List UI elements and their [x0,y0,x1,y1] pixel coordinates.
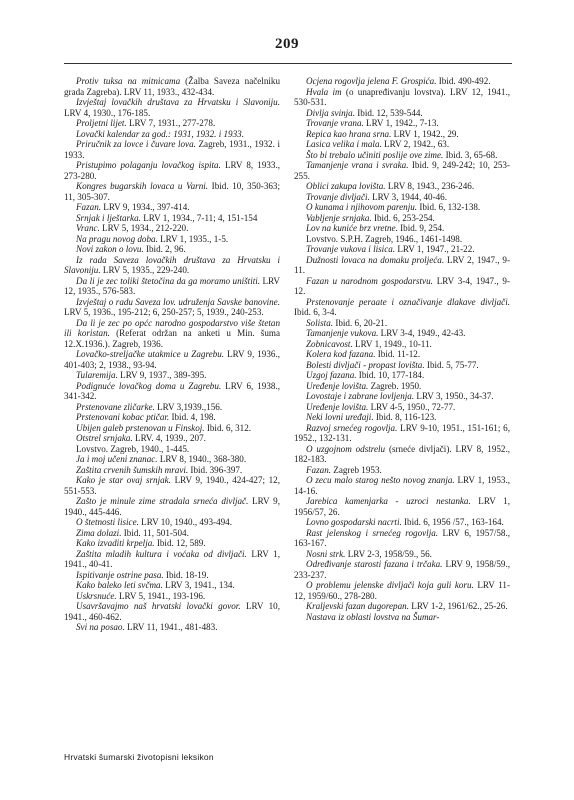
bibliography-entry [64,580,280,591]
bibliography-entry [294,360,510,371]
entry-citation: Ibid. 6, 20-21. [333,317,388,328]
bibliography-entry [294,223,510,234]
bibliography-entry [64,129,280,140]
entry-citation: LRV 4, 1930., 176-185. [64,107,151,118]
entry-citation: (Referat održan na anketi u Min. šuma 12.X.1936.). Zagreb, 1936. [64,328,280,349]
bibliography-entry [294,328,510,339]
entry-title: Priručnik za lovce i čuvare lova. [76,139,196,149]
bibliography-entry [294,87,510,108]
entry-title: Nosni strk. [306,548,346,559]
header-rule [64,63,512,64]
entry-citation: LRV 8, 1933., 273-280. [64,160,281,181]
entry-title: Lovostaje i zabrane lovljenja. [306,391,415,401]
bibliography-entry [294,381,510,392]
entry-title: Fazan. [306,464,332,475]
bibliography-entry [64,244,280,255]
bibliography-entry [294,129,510,140]
entry-citation: Lovstvo. Zagreb, 1940., 1-445. [76,443,190,454]
bibliography-entry [64,160,280,181]
entry-title: Srnjak i lještarka. [76,212,141,223]
bibliography-entry [64,528,280,539]
entry-citation: LRV 3,1939.,156. [154,401,223,412]
bibliography-entry [64,402,280,413]
entry-citation: LRV 2, 1947., 9-11. [294,254,510,275]
entry-citation: LRV 1-2, 1961/62., 25-26. [408,601,508,611]
bibliography-entry [64,234,280,245]
entry-title: Lasica velika i mala. [306,139,382,149]
entry-citation: (srneće divljači). LRV 8, 1952., 182-183. [294,443,511,464]
bibliography-entry [64,370,280,381]
entry-citation: LRV 6, 1957/58., 163-167. [294,527,510,548]
entry-citation: LRV 9, 1940., 445-446. [64,496,280,517]
entry-title: O zecu malo starog nešto novog znanja. [306,475,455,485]
bibliography-entry [64,601,280,622]
bibliography-entry [64,444,280,455]
entry-citation: LRV 1, 1956/57, 26. [294,496,510,517]
bibliography-entry [294,255,510,276]
bibliography-entry [294,549,510,560]
bibliography-entry [64,622,280,633]
entry-citation: LRV 9, 1937., 389-395. [117,370,207,380]
entry-citation: Ibid. 9, 254. [397,223,445,233]
entry-title: Razvoj srnećeg rogovlja. [306,422,398,433]
entry-title: Trovanje vukova i lisica. [306,244,396,254]
bibliography-entry [294,402,510,413]
footer-lexicon-title: Hrvatski šumarski životopisni leksikon [64,752,214,762]
bibliography-entry [64,538,280,549]
entry-title: Izvještaj lovačkih društava za Hrvatsku i Slavoniju. [76,97,280,107]
entry-citation: Ibid. 12, 589. [154,538,206,548]
entry-title: Zašto je minule zime stradala srneća divljač. [76,496,249,506]
entry-title: O problemu jelenske divljači koja guli koru. [306,580,474,590]
entry-citation: LRV 3, 1944, 40-46. [369,191,447,202]
entry-citation: LRV 9-10, 1951., 151-161; 6, 1952., 132-131. [294,422,510,443]
entry-title: Zobnicavost. [306,338,353,349]
entry-citation: Zagreb 1953. [331,464,382,475]
bibliography-entry [64,318,280,350]
bibliography-left-column [64,76,280,633]
entry-citation: LRV 1, 1934., 7-11; 4, 151-154 [140,212,258,223]
bibliography-entry [294,276,510,297]
entry-title: Kongres bugarskih lovaca u Varni. [76,181,209,191]
bibliography-right-column [294,76,510,622]
entry-title: Na pragu novog doba. [76,233,158,244]
entry-title: Oblici zakupa lovišta. [306,181,386,191]
entry-title: Fazan u narodnom gospodarstvu. [306,275,433,286]
entry-citation: LRV 4-5, 1950., 72-77. [368,401,456,412]
bibliography-entry [294,108,510,119]
bibliography-entry [64,475,280,496]
entry-citation: Zagreb. 1950. [368,380,422,391]
entry-title: Da li je zec toliki štetočina da ga moramo uništiti. [76,275,261,286]
entry-citation: Lovstvo. S.P.H. Zagreb, 1946., 1461-1498. [306,233,463,244]
bibliography-entry [294,444,510,465]
entry-title: Dužnosti lovaca na domaku proljeća. [306,254,445,265]
entry-citation: Ibid. 6, 3-4. [294,307,337,317]
entry-citation: LRV 5, 1941., 193-196. [116,590,206,601]
bibliography-entry [64,549,280,570]
entry-title: Neki lovni uređaji. [306,412,374,422]
entry-title: Lov na kuniće brz vretne. [306,223,398,233]
bibliography-entry [294,318,510,329]
entry-citation: LRV 1, 1942., 29. [391,128,459,139]
entry-title: Ubijen galeb prstenovan u Finskoj. [76,422,205,433]
entry-citation: LRV 3, 1941., 134. [162,580,235,590]
bibliography-entry [64,433,280,444]
entry-title: Kako izvaditi krpelja. [76,538,155,548]
entry-title: Podignuće lovačkog doma u Zagrebu. [76,380,222,391]
entry-citation: Ibid. 6, 312. [204,422,252,433]
bibliography-entry [64,223,280,234]
entry-title: Trovanje vrana. [306,118,364,128]
entry-citation: LRV 6, 1938., 341-342. [64,380,280,401]
entry-title: Ispitivanje ostrine pasa. [76,569,164,580]
bibliography-entry [294,139,510,150]
entry-citation: Ibid. 5, 75-77. [424,359,479,370]
bibliography-entry [294,580,510,601]
bibliography-entry [64,496,280,517]
bibliography-entry [64,591,280,602]
entry-citation: LRV 9, 1958/59., 233-237. [294,559,510,580]
entry-title: Zima dolazi. [76,527,122,538]
bibliography-entry [64,454,280,465]
entry-citation: LRV 1, 1935., 1-5. [157,233,229,244]
entry-citation: Ibid. 8, 116-123. [373,412,437,422]
bibliography-entry [64,276,280,297]
entry-title: Jarebica kamenjarka - uzroci nestanka. [306,496,471,506]
bibliography-entry [294,412,510,423]
bibliography-entry [294,475,510,496]
bibliography-entry [64,423,280,434]
entry-title: Fazan. [76,202,102,212]
entry-citation: LRV 5, 1936., 195-212; 6, 250-257; 5, 1939., 240-253. [64,307,264,317]
bibliography-entry [294,202,510,213]
entry-title: Određivanje starosti fazana i trčaka. [306,559,443,569]
entry-citation: LRV 9, 1934., 397-414. [101,202,190,212]
bibliography-entry [294,76,510,87]
entry-citation: LRV 3-4, 1949., 42-43. [378,328,466,338]
entry-citation: LRV 8, 1943., 236-246. [385,181,475,191]
entry-citation: LRV 1, 1942., 7-13. [363,118,439,128]
entry-title: Divlja svinja. [306,107,355,118]
entry-citation: LRV 12, 1935., 576-583. [64,275,280,296]
entry-title: Kraljevski fazan dugorepan. [306,601,409,611]
entry-title: Izvještaj o radu Saveza lov. udruženja Savske banovine. [76,296,280,307]
entry-title: Lovačko-streljačke utakmice u Zagrebu. [76,349,225,359]
entry-citation: (Žalba Saveza načelniku grada Zagreba). LRV 11, 1933., 432-434. [64,76,280,97]
entry-title: O štetnosti lisice. [76,517,139,527]
entry-citation: Ibid. 6, 253-254. [371,212,435,223]
entry-title: O kunama i njihovom parenju. [306,202,418,212]
entry-citation: LRV 9, 1940., 424-427; 12, 551-553. [64,475,281,496]
entry-title: Što bi trebalo učiniti poslije ove zime. [306,149,444,160]
entry-title: Uređenje lovišta. [306,380,369,391]
entry-citation: LRV 1, 1949., 10-11. [352,338,432,349]
bibliography-entry [294,234,510,245]
entry-title: Lovno gospodarski nacrti. [306,517,402,527]
bibliography-entry [64,255,280,276]
entry-citation: LRV 2-3, 1958/59., 56. [345,548,432,559]
entry-title: Hvala im [306,86,342,97]
bibliography-entry [294,370,510,381]
entry-title: Vabljenje srnjaka. [306,212,372,223]
entry-citation: LRV 2, 1942., 63. [381,139,450,149]
entry-title: Uređenje lovišta. [306,401,369,412]
entry-citation: Ibid. 9, 249-242; 10, 253-255. [294,160,510,181]
entry-citation: Ibid. 18-19. [163,569,209,580]
bibliography-entry [294,423,510,444]
bibliography-entry [64,97,280,118]
entry-citation: Ibid. 490-492. [436,76,491,86]
bibliography-entry [64,297,280,318]
entry-citation: LRV 10, 1940., 493-494. [138,517,232,527]
page-number: 209 [275,36,299,52]
entry-title: Novi zakon o lovu. [76,244,144,254]
bibliography-entry [294,118,510,129]
entry-citation: Ibid. 4, 198. [169,412,216,422]
bibliography-entry [64,213,280,224]
entry-title: Vranc. [76,223,100,233]
entry-citation: LRV 11-12, 1959/60., 278-280. [294,580,510,601]
entry-citation: LRV 3, 1950., 34-37. [414,391,494,401]
entry-citation: Ibid. 10, 177-184. [356,370,425,380]
bibliography-entry [64,118,280,129]
bibliography-entry [294,559,510,580]
entry-title: Kolera kod fazana. [306,349,376,359]
entry-title: O uzgojnom odstrelu [306,443,386,454]
bibliography-entry [64,381,280,402]
bibliography-entry [64,570,280,581]
entry-citation: LRV 8, 1940., 368-380. [157,454,247,464]
entry-title: Kako baleko leti svčma. [76,580,163,590]
bibliography-entry [294,612,510,623]
entry-title: Tularemija. [76,370,118,380]
entry-title: Ocjena rogovlja jelena F. Grospića. [306,76,437,86]
entry-citation: Ibid. 396-397. [188,464,243,475]
entry-citation: LRV 1, 1947., 21-22. [395,244,475,254]
entry-title: Tamanjenje vrana i svraka. [306,160,409,170]
entry-title: Uzgoj fazana. [306,370,357,380]
bibliography-entry [64,202,280,213]
entry-title: Da li je zec po općc narodno gospodarstvo više štetan ili koristan. [64,317,280,338]
entry-title: Protiv tuksa na mitnicama [76,76,181,86]
entry-title: Pristupimo polaganju lovačkog ispita. [76,160,221,170]
entry-citation: Ibid. 11, 501-504. [121,527,189,538]
entry-citation: LRV. 4, 1939., 207. [132,433,206,443]
entry-title: Prstenovane zličarke. [76,401,155,412]
bibliography-entry [64,181,280,202]
entry-title: Ja i moj učeni znanac. [76,454,158,464]
bibliography-entry [294,213,510,224]
entry-title: Uskrsnuće. [76,590,117,601]
entry-title: Rast jelenskog i srnećeg rogovlja. [306,527,439,538]
bibliography-entry [294,528,510,549]
entry-title: Proljetni lijet. [76,118,127,128]
entry-title: Prstenovanje peraate i označivanje dlakave divljači. [306,296,510,307]
entry-title: Trovanje divljači. [306,191,370,202]
entry-citation: Ibid. 12, 539-544. [355,107,423,118]
entry-title: Bolesti divljači - propast lovišta. [306,359,425,370]
bibliography-entry [294,465,510,476]
entry-citation: Ibid. 11-12. [375,349,421,359]
entry-title: Iz rada Saveza lovačkih društava za Hrvatsku i Slavoniju. [64,254,280,275]
bibliography-entry [294,349,510,360]
entry-title: Usavršavajmo naš hrvatski lovački govor. [76,601,241,611]
entry-title: Prstenovani kobac ptičar. [76,412,170,422]
entry-title: Kako je star ovaj srnjak. [76,475,171,485]
entry-title: Repica kao hrana srna. [306,128,392,139]
entry-citation: Zagreb, 1931., 1932. i 1933. [64,139,280,160]
entry-citation: LRV 7, 1931., 277-278. [126,118,216,128]
entry-title: Solista. [306,317,334,328]
entry-title: Nastava iz oblasti lovstva na Šumar- [306,611,440,622]
bibliography-entry [294,297,510,318]
bibliography-entry [294,517,510,528]
entry-citation: LRV 5, 1934., 212-220. [99,223,189,233]
entry-citation: Ibid. 6, 132-138. [417,202,481,212]
bibliography-entry [294,192,510,203]
entry-citation: Ibid. 6, 1956 /57., 163-164. [401,517,504,527]
entry-citation: Ibid. 3, 65-68. [443,149,498,160]
entry-citation: LRV 11, 1941., 481-483. [124,622,218,632]
entry-citation: LRV 1, 1941., 40-41. [64,548,280,569]
bibliography-entry [294,339,510,350]
entry-citation: LRV 1, 1953., 14-16. [294,475,510,496]
bibliography-entry [294,601,510,612]
bibliography-entry [294,391,510,402]
entry-citation: Ibid. 2, 96. [143,244,186,254]
bibliography-entry [64,412,280,423]
bibliography-entry [294,244,510,255]
entry-citation: LRV 10, 1941., 460-462. [64,601,280,622]
entry-citation: (o unapređivanju lovstva). LRV 12, 1941., 530-531. [294,86,510,107]
bibliography-entry [294,160,510,181]
bibliography-entry [64,139,280,160]
bibliography-entry [64,517,280,528]
entry-title: Otstrel srnjaka. [76,433,133,443]
entry-title: Zaštita mladih kultura i voćaka od divljači. [76,548,247,559]
bibliography-entry [294,496,510,517]
bibliography-entry [64,76,280,97]
entry-citation: LRV 5, 1935., 229-240. [100,265,190,275]
bibliography-entry [294,150,510,161]
entry-citation: LRV 3-4, 1947., 9-12. [294,275,510,296]
entry-title: Tamanjenje vukova. [306,328,379,338]
bibliography-entry [64,349,280,370]
entry-title: Svi na posao. [76,622,125,632]
entry-title: Zaštita crvenih šumskih mravi. [76,464,189,475]
entry-title: Lovački kalendar za god.: 1931, 1932. i 1933. [76,128,244,139]
entry-citation: Ibid. 10, 350-363; 11, 305-307. [64,181,281,202]
bibliography-entry [294,181,510,192]
bibliography-entry [64,465,280,476]
entry-citation: LRV 9, 1936., 401-403; 2, 1938., 93-94. [64,349,280,370]
